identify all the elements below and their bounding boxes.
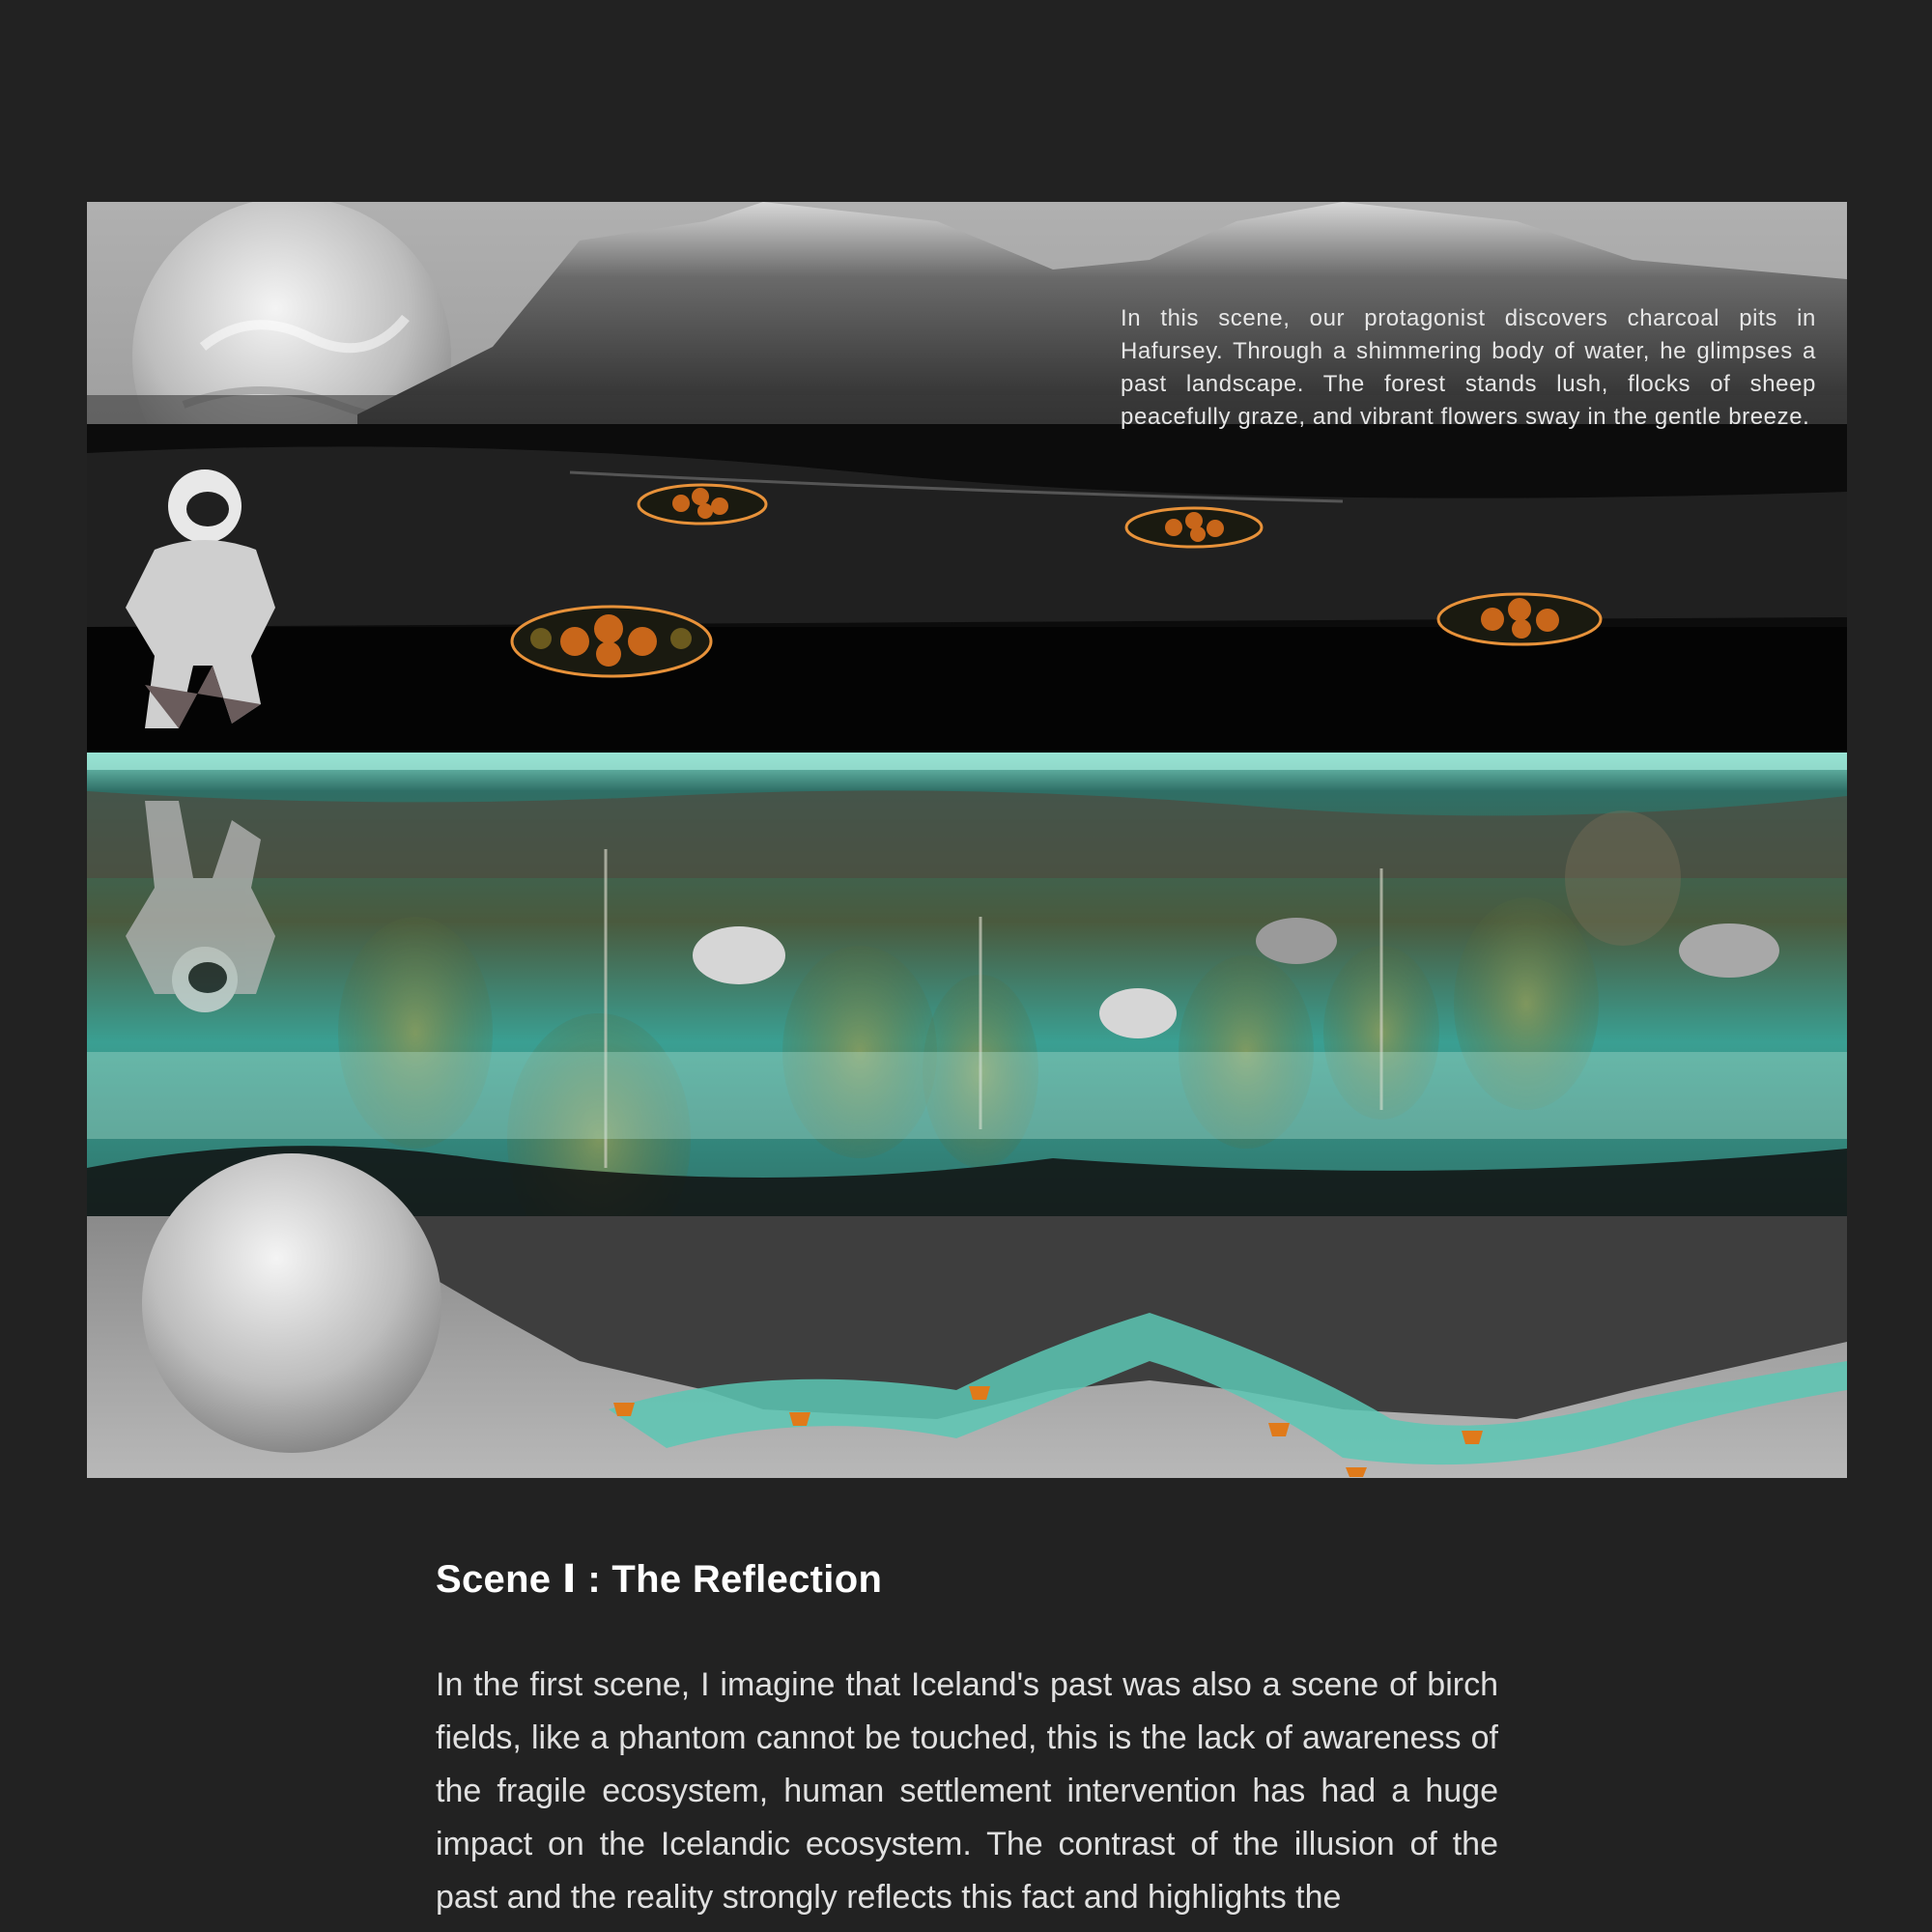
scene-caption: In this scene, our protagonist discovers charcoal pits in Hafursey. Through a shimmering body of water, he glimpses a past landscape. The forest stands lush, flocks of sheep peacefully graze, and vibrant flowers sway in the gentle breeze. xyxy=(1121,305,1816,430)
moon-planet-reflection xyxy=(142,1153,441,1453)
charcoal-pit-icon xyxy=(639,485,766,524)
charcoal-pit-icon xyxy=(1438,594,1601,644)
scene-artwork xyxy=(87,202,1847,1478)
scene-description: In the first scene, I imagine that Iceland's past was also a scene of birch fields, like a phantom cannot be touched, this is the lack of awareness of the fragile ecosystem, human settlement intervention has had a huge impact on the Icelandic ecosystem. The contrast of the illusion of the past and the reality strongly reflects this fact and highlights the xyxy=(436,1666,1498,1916)
scene-title: Scene Ⅰ : The Reflection xyxy=(436,1558,883,1601)
charcoal-pit-icon xyxy=(1126,508,1262,547)
charcoal-pit-icon xyxy=(512,607,711,676)
